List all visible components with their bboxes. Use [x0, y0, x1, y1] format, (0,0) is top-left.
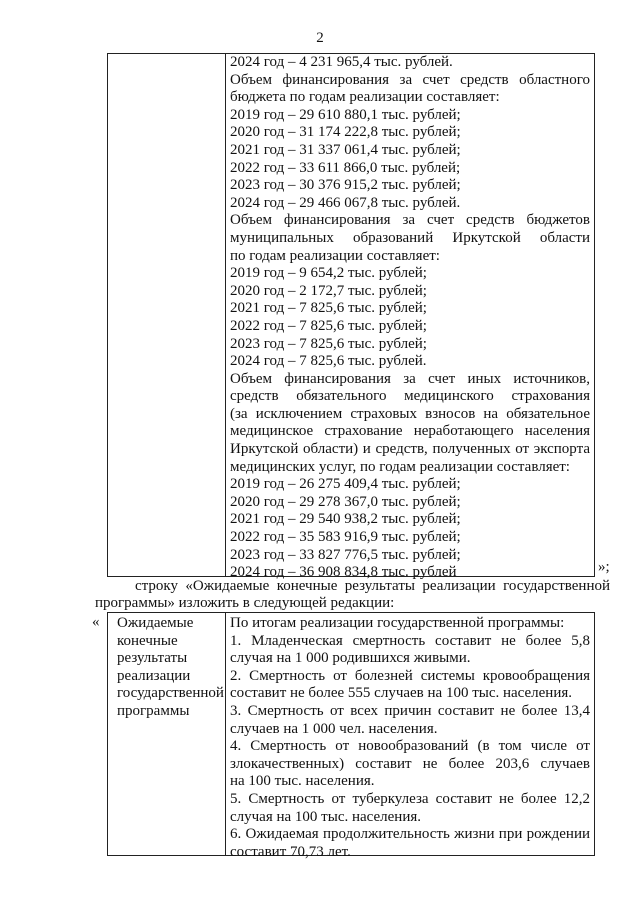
financing-line: медицинских услуг, по годам реализации составляет:: [230, 458, 570, 475]
financing-line: 2019 год – 29 610 880,1 тыс. рублей;: [230, 106, 461, 123]
financing-line: 2021 год – 31 337 061,4 тыс. рублей;: [230, 141, 461, 158]
results-line: случаев на 1 000 чел. населения.: [230, 720, 438, 737]
results-label-line: программы: [117, 702, 190, 719]
financing-line: 2022 год – 7 825,6 тыс. рублей;: [230, 317, 427, 334]
financing-line: по годам реализации составляет:: [230, 247, 440, 264]
financing-line: медицинское страхование неработающего населения: [230, 423, 590, 440]
results-line: случая на 100 тыс. населения.: [230, 808, 422, 825]
page-number: 2: [316, 30, 324, 46]
financing-line: 2020 год – 2 172,7 тыс. рублей;: [230, 282, 427, 299]
financing-line: 2022 год – 35 583 916,9 тыс. рублей;: [230, 529, 461, 546]
financing-line: бюджета по годам реализации составляет:: [230, 89, 500, 106]
column-divider: [225, 54, 226, 576]
results-label-line: государственной: [117, 685, 224, 702]
results-content-cell: [230, 615, 590, 861]
financing-line: муниципальных образований Иркутской области: [230, 229, 590, 246]
financing-line: 2024 год – 4 231 965,4 тыс. рублей.: [230, 54, 453, 70]
financing-line: Объем финансирования за счет средств бюджетов: [230, 212, 590, 229]
instruction-line-2: программы» изложить в следующей редакции:: [95, 595, 395, 611]
results-line: злокачественных) составит не более 203,6 случаев: [230, 755, 590, 772]
results-line: 4. Смертность от новообразований (в том числе от: [230, 738, 590, 755]
results-label-line: конечные: [117, 632, 178, 649]
results-line: на 100 тыс. населения.: [230, 773, 375, 790]
results-line: 5. Смертность от туберкулеза составит не более 12,2: [230, 790, 590, 807]
financing-line: 2019 год – 26 275 409,4 тыс. рублей;: [230, 476, 461, 493]
financing-table: [107, 53, 595, 581]
financing-line: Объем финансирования за счет иных источников,: [230, 370, 590, 387]
results-line: 6. Ожидаемая продолжительность жизни при рождении: [230, 826, 590, 843]
financing-line: 2023 год – 30 376 915,2 тыс. рублей;: [230, 177, 461, 194]
financing-line: 2021 год – 7 825,6 тыс. рублей;: [230, 300, 427, 317]
financing-line: средств обязательного медицинского страхования: [230, 388, 590, 405]
results-label-line: реализации: [117, 667, 191, 684]
results-label-line: результаты: [117, 650, 188, 667]
financing-line: 2021 год – 29 540 938,2 тыс. рублей;: [230, 511, 461, 528]
column-divider: [225, 613, 226, 855]
financing-line: 2022 год – 33 611 866,0 тыс. рублей;: [230, 159, 461, 176]
financing-line: 2023 год – 7 825,6 тыс. рублей;: [230, 335, 427, 352]
results-line: 3. Смертность от всех причин составит не более 13,4: [230, 702, 590, 719]
financing-line: (за исключением страховых взносов на обязательное: [230, 405, 590, 422]
results-line: По итогам реализации государственной программы:: [230, 615, 565, 631]
financing-line: Иркутской области) и средств, полученных от экспорта: [230, 441, 590, 458]
results-line: 1. Младенческая смертность составит не более 5,8: [230, 632, 590, 649]
results-line: составит не более 555 случаев на 100 тыс. населения.: [230, 685, 573, 702]
financing-cell: [230, 54, 590, 582]
results-label-cell: [117, 615, 223, 721]
financing-line: 2024 год – 29 466 067,8 тыс. рублей.: [230, 194, 461, 211]
financing-line: 2019 год – 9 654,2 тыс. рублей;: [230, 265, 427, 282]
financing-line: Объем финансирования за счет средств областного: [230, 71, 590, 88]
financing-line: 2020 год – 31 174 222,8 тыс. рублей;: [230, 124, 461, 141]
opening-quote: «: [92, 614, 100, 630]
financing-line: 2020 год – 29 278 367,0 тыс. рублей;: [230, 493, 461, 510]
results-line: 2. Смертность от болезней системы кровообращения: [230, 667, 590, 684]
results-table: [107, 612, 595, 860]
results-line: составит 70,73 лет.: [230, 843, 351, 860]
results-line: случая на 1 000 родившихся живыми.: [230, 650, 471, 667]
financing-line: 2024 год – 36 908 834,8 тыс. рублей: [230, 564, 457, 581]
closing-quote: »;: [598, 559, 610, 575]
results-label-line: Ожидаемые: [117, 615, 194, 631]
instruction-line-1: строку «Ожидаемые конечные результаты реализации государственной: [135, 578, 610, 594]
financing-line: 2023 год – 33 827 776,5 тыс. рублей;: [230, 546, 461, 563]
financing-line: 2024 год – 7 825,6 тыс. рублей.: [230, 353, 427, 370]
